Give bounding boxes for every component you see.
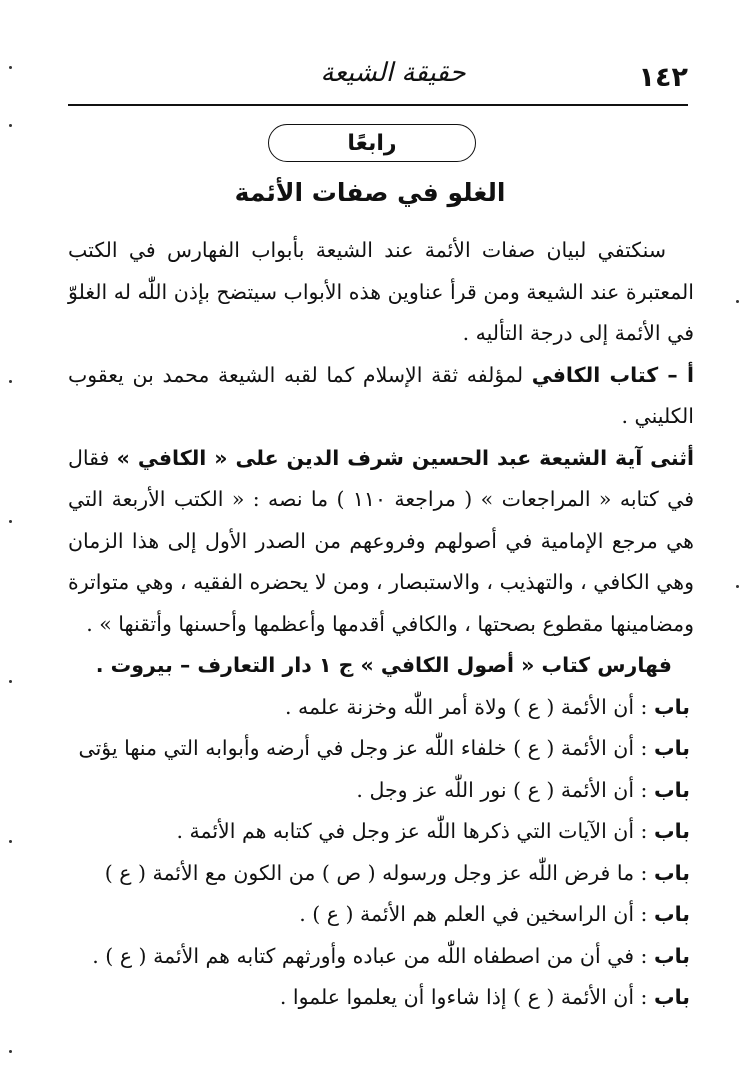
intro-paragraph: سنكتفي لبيان صفات الأئمة عند الشيعة بأبواب الفهارس في الكتب المعتبرة عند الشيعة ومن قرأ عناوين هذه الأبواب سيتضح بإذن اللّٰه له الغلوّ في الأئمة إلى درجة التأليه . (68, 238, 694, 345)
bab-text: : أن الراسخين في العلم هم الأئمة ( ع ) . (299, 902, 648, 926)
bab-item (68, 936, 694, 978)
page-number: ١٤٢ (638, 62, 688, 93)
scan-speck (736, 300, 739, 303)
section-label: رابعًا (347, 130, 397, 156)
bab-item (68, 770, 694, 812)
item-a-text: لمؤلفه ثقة الإسلام كما لقبه الشيعة محمد بن يعقوب الكليني . (68, 362, 694, 428)
index-title: فهارس كتاب « أصول الكافي » ج ١ دار التعارف – بيروت . (95, 653, 672, 677)
praise-heading: أثنى آية الشيعة عبد الحسين شرف الدين على « الكافي » (116, 445, 694, 470)
bab-list (68, 687, 694, 1019)
bab-text: : أن الأئمة ( ع ) إذا شاءوا أن يعلموا علموا . (279, 985, 648, 1009)
item-a-paragraph (68, 355, 694, 438)
chapter-title: الغلو في صفات الأئمة (234, 178, 506, 207)
scan-speck (9, 66, 12, 69)
bab-label: باب (654, 736, 690, 760)
scan-speck (9, 520, 12, 523)
scan-speck (9, 124, 12, 127)
page-header (68, 48, 688, 106)
bab-label: باب (654, 819, 690, 843)
bab-text: : أن الأئمة ( ع ) نور اللّٰه عز وجل . (356, 777, 648, 802)
bab-text: : أن الآيات التي ذكرها اللّٰه عز وجل في كتابه هم الأئمة . (176, 819, 648, 843)
scan-speck (9, 840, 12, 843)
section-label-box (268, 124, 476, 162)
bab-item (68, 977, 694, 1019)
bab-label: باب (654, 694, 690, 719)
bab-item (68, 687, 694, 729)
bab-text: : ما فرض اللّٰه عز وجل ورسوله ( ص ) من الكون مع الأئمة ( ع ) (104, 860, 648, 885)
bab-item (68, 811, 694, 853)
bab-item (68, 853, 694, 895)
scan-speck (9, 380, 12, 383)
bab-label: باب (654, 777, 690, 802)
bab-item (68, 894, 694, 936)
header-rule (68, 104, 688, 106)
bab-label: باب (654, 943, 690, 968)
bab-label: باب (654, 985, 690, 1009)
body-text (68, 230, 694, 1019)
item-a-heading: أ – كتاب الكافي (531, 362, 694, 387)
bab-label: باب (654, 860, 690, 885)
bab-label: باب (654, 902, 690, 926)
praise-text: فقال في كتابه « المراجعات » ( مراجعة ١١٠ ) ما نصه : « الكتب الأربعة التي هي مرجع الإمامية في أصولهم وفروعهم من الصدر الأول إلى هذا الزمان وهي الكافي ، والتهذيب ، والاستبصار ، ومن لا يحضره الفقيه ، وهي متواترة ومضامينها مقطوع بصحتها ، والكافي أقدمها وأعظمها وأحسنها وأتقنها » . (67, 445, 694, 636)
running-book-title: حقيقة الشيعة (320, 58, 466, 88)
scan-speck (9, 1050, 12, 1053)
bab-text: : أن الأئمة ( ع ) خلفاء اللّٰه عز وجل في أرضه وأبوابه التي منها يؤتى (78, 736, 648, 760)
scan-speck (9, 680, 12, 683)
bab-text: : في أن من اصطفاه اللّٰه من عباده وأورثهم كتابه هم الأئمة ( ع ) . (92, 943, 648, 968)
bab-text: : أن الأئمة ( ع ) ولاة أمر اللّٰه وخزنة علمه . (284, 694, 648, 719)
praise-paragraph (68, 438, 694, 646)
bab-item (68, 728, 694, 770)
scan-speck (736, 585, 739, 588)
